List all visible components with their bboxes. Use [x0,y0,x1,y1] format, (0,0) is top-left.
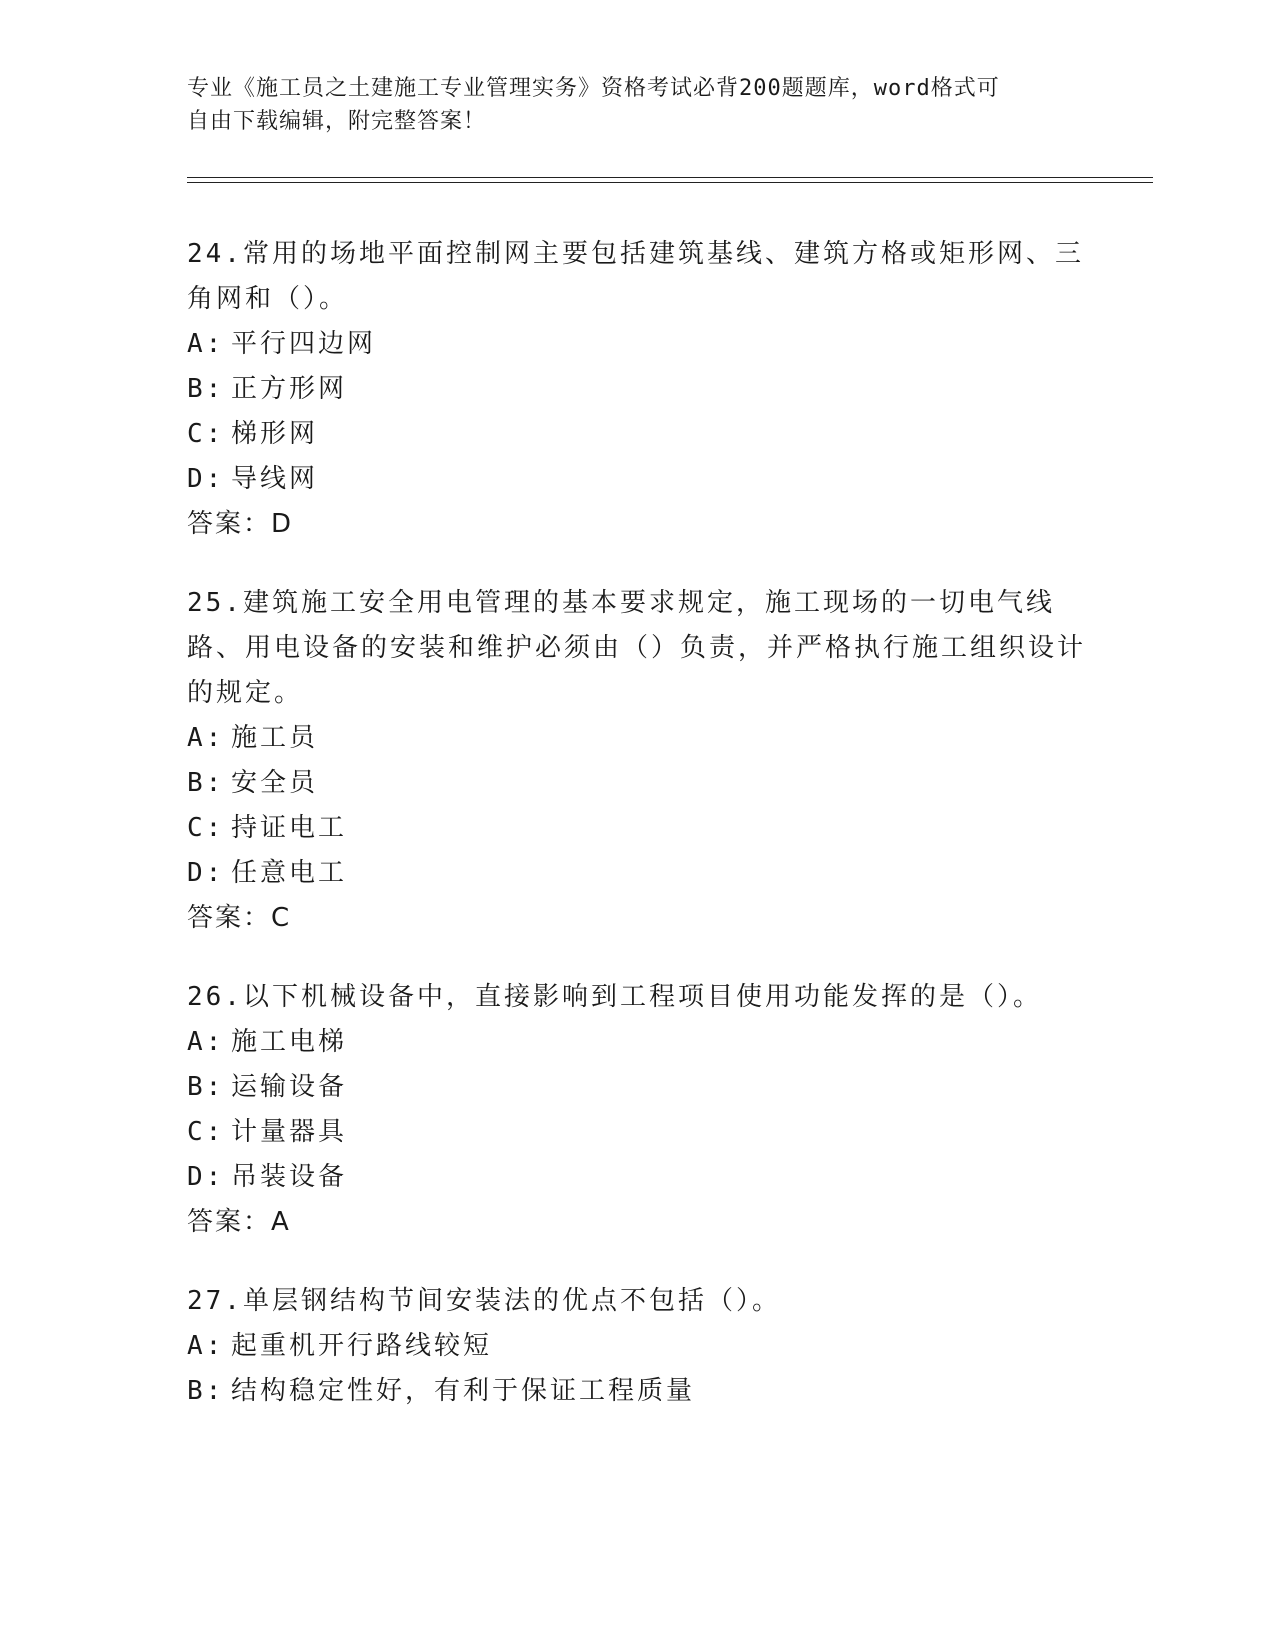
header-line-1: 专业《施工员之土建施工专业管理实务》资格考试必背200题题库，word格式可 [187,76,1000,101]
option-key: A: [187,329,225,359]
option-a [187,1324,1087,1369]
option-key: B: [187,768,225,798]
question-text: 26.以下机械设备中，直接影响到工程项目使用功能发挥的是（）。 [187,982,1042,1012]
question-26 [187,975,1087,1245]
option-text: 导线网 [231,464,319,494]
question-25 [187,581,1087,941]
option-text: 任意电工 [231,858,348,888]
question-list [187,232,1087,1448]
option-text: 起重机开行路线较短 [231,1331,493,1361]
question-text: 24.常用的场地平面控制网主要包括建筑基线、建筑方格或矩形网、三角网和（）。 [187,239,1084,314]
option-text: 结构稳定性好，有利于保证工程质量 [231,1376,696,1406]
option-key: A: [187,1027,225,1057]
option-c [187,806,1087,851]
option-text: 施工电梯 [231,1027,348,1057]
option-key: A: [187,1331,225,1361]
option-key: C: [187,1117,225,1147]
question-text: 25.建筑施工安全用电管理的基本要求规定，施工现场的一切电气线路、用电设备的安装和维护必须由（）负责，并严格执行施工组织设计的规定。 [187,588,1087,708]
question-text: 27.单层钢结构节间安装法的优点不包括（）。 [187,1286,781,1316]
option-text: 平行四边网 [231,329,377,359]
option-key: B: [187,374,225,404]
option-key: C: [187,419,225,449]
option-key: B: [187,1072,225,1102]
option-b [187,367,1087,412]
option-b [187,1065,1087,1110]
option-a [187,322,1087,367]
option-c [187,1110,1087,1155]
question-24 [187,232,1087,547]
option-b [187,1369,1087,1414]
option-key: C: [187,813,225,843]
answer-label: 答案：D [187,509,294,539]
option-a [187,1020,1087,1065]
option-key: B: [187,1376,225,1406]
option-a [187,716,1087,761]
option-text: 梯形网 [231,419,319,449]
option-key: D: [187,858,225,888]
document-header [187,72,1067,138]
header-divider-top [187,177,1153,178]
option-text: 计量器具 [231,1117,348,1147]
option-c [187,412,1087,457]
question-27 [187,1279,1087,1414]
option-key: A: [187,723,225,753]
option-text: 施工员 [231,723,319,753]
option-text: 运输设备 [231,1072,348,1102]
option-key: D: [187,464,225,494]
option-text: 持证电工 [231,813,348,843]
option-text: 安全员 [231,768,319,798]
header-divider-bottom [187,182,1153,183]
option-b [187,761,1087,806]
option-d [187,457,1087,502]
option-d [187,851,1087,896]
answer-label: 答案：A [187,1207,291,1237]
option-key: D: [187,1162,225,1192]
header-line-2: 自由下载编辑，附完整答案！ [187,109,487,134]
option-text: 正方形网 [231,374,348,404]
option-d [187,1155,1087,1200]
answer-label: 答案：C [187,903,292,933]
option-text: 吊装设备 [231,1162,348,1192]
